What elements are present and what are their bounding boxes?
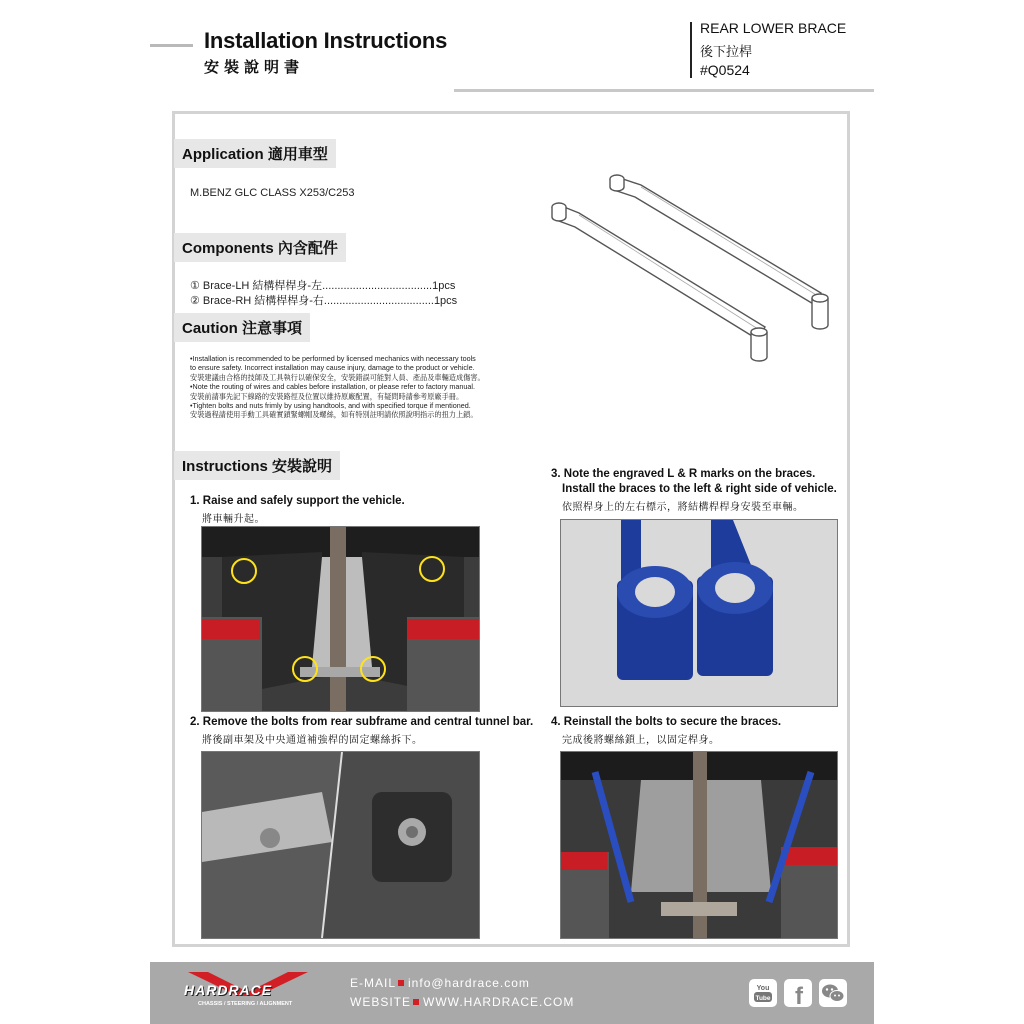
red-square-icon bbox=[413, 999, 419, 1005]
step-4-title-zh: 完成後將螺絲鎖上，以固定桿身。 bbox=[562, 735, 720, 746]
brand-tagline: CHASSIS / STEERING / ALIGNMENT bbox=[198, 1001, 293, 1007]
application-vehicle: M.BENZ GLC CLASS X253/C253 bbox=[190, 187, 355, 199]
email-link[interactable]: info@hardrace.com bbox=[408, 976, 530, 990]
hardrace-logo bbox=[178, 970, 318, 1017]
header-rule-left bbox=[150, 44, 193, 47]
svg-text:f: f bbox=[795, 983, 803, 1007]
step-3-photo bbox=[560, 519, 838, 707]
step-1-title: 1. Raise and safely support the vehicle. bbox=[190, 495, 405, 507]
caution-line: •Tighten bolts and nuts frimly by using handtools, and with specified torque if mentioned. bbox=[190, 401, 471, 411]
footer-website bbox=[350, 995, 574, 1009]
application-heading-zh: 適用車型 bbox=[267, 145, 328, 163]
email-label: E-MAIL bbox=[350, 976, 397, 990]
caution-line: 安裝前請事先記下線路的安裝路徑及位置以維持原廠配置，有疑問時請參考原廠手冊。 bbox=[190, 391, 464, 401]
instructions-heading-en: Instructions bbox=[182, 458, 268, 475]
header-rule-right bbox=[454, 89, 874, 92]
caution-line: to ensure safety. Incorrect installation may cause injury, damage to the product or vehicle. bbox=[190, 363, 475, 373]
caution-line: •Note the routing of wires and cables before installation, or please refer to factory manual. bbox=[190, 382, 475, 392]
page-title: Installation Instructions bbox=[204, 28, 448, 53]
caution-line: •Installation is recommended to be performed by licensed mechanics with necessary tools bbox=[190, 354, 476, 363]
step-2-title: 2. Remove the bolts from rear subframe and central tunnel bar. bbox=[190, 716, 534, 728]
component-item-rh: ② Brace-RH 結構桿桿身-右....................................1pcs bbox=[190, 295, 458, 307]
footer-email bbox=[350, 976, 530, 990]
product-name: REAR LOWER BRACE bbox=[700, 20, 847, 36]
step-4-photo bbox=[560, 751, 838, 939]
step-3-title: 3. Note the engraved L & R marks on the braces. bbox=[551, 468, 816, 480]
product-name-chinese: 後下拉桿 bbox=[700, 44, 753, 59]
caution-heading-en: Caution bbox=[182, 320, 238, 337]
caution-line: 安裝建議由合格的技師及工具執行以確保安全，安裝錯誤可能對人員、產品及車輛造成傷害。 bbox=[190, 372, 485, 382]
product-number: #Q0524 bbox=[700, 62, 750, 78]
caution-heading-zh: 注意事項 bbox=[242, 319, 303, 337]
application-heading-en: Application bbox=[182, 146, 264, 163]
step-4-title: 4. Reinstall the bolts to secure the braces. bbox=[551, 716, 782, 728]
svg-text:Tube: Tube bbox=[755, 995, 771, 1002]
instructions-heading bbox=[174, 451, 340, 480]
components-heading-en: Components bbox=[182, 240, 274, 257]
caution-line: 安裝過程請使用手動工具確實鎖緊螺帽及螺絲，如有特別註明請依照說明指示的扭力上鎖。 bbox=[190, 410, 478, 420]
svg-text:You: You bbox=[756, 985, 770, 992]
step-2-title-zh: 將後副車架及中央通道補強桿的固定螺絲拆下。 bbox=[202, 735, 423, 746]
brand-name: HARDRACE bbox=[184, 982, 273, 998]
website-link[interactable]: WWW.HARDRACE.COM bbox=[423, 995, 575, 1009]
youtube-icon[interactable] bbox=[749, 979, 777, 1007]
step-3-title-line2: Install the braces to the left & right side of vehicle. bbox=[562, 483, 837, 495]
components-heading bbox=[174, 233, 346, 262]
step-2-photo bbox=[201, 751, 480, 939]
facebook-icon[interactable] bbox=[784, 979, 812, 1007]
page-title-chinese: 安裝說明書 bbox=[204, 58, 305, 76]
component-item-lh: ① Brace-LH 結構桿桿身-左....................................1pcs bbox=[190, 280, 456, 292]
components-heading-zh: 內含配件 bbox=[277, 239, 338, 257]
caution-heading bbox=[174, 313, 310, 342]
wechat-icon[interactable] bbox=[819, 979, 847, 1007]
step-1-photo bbox=[201, 526, 480, 712]
brace-illustration bbox=[545, 165, 845, 370]
header-divider bbox=[690, 22, 692, 78]
application-heading bbox=[174, 139, 336, 168]
instructions-heading-zh: 安裝說明 bbox=[272, 457, 333, 475]
step-3-title-zh: 依照桿身上的左右標示，將結構桿桿身安裝至車輛。 bbox=[562, 502, 804, 513]
step-1-title-zh: 將車輛升起。 bbox=[202, 514, 265, 525]
website-label: WEBSITE bbox=[350, 995, 412, 1009]
caution-text bbox=[190, 354, 560, 420]
red-square-icon bbox=[398, 980, 404, 986]
